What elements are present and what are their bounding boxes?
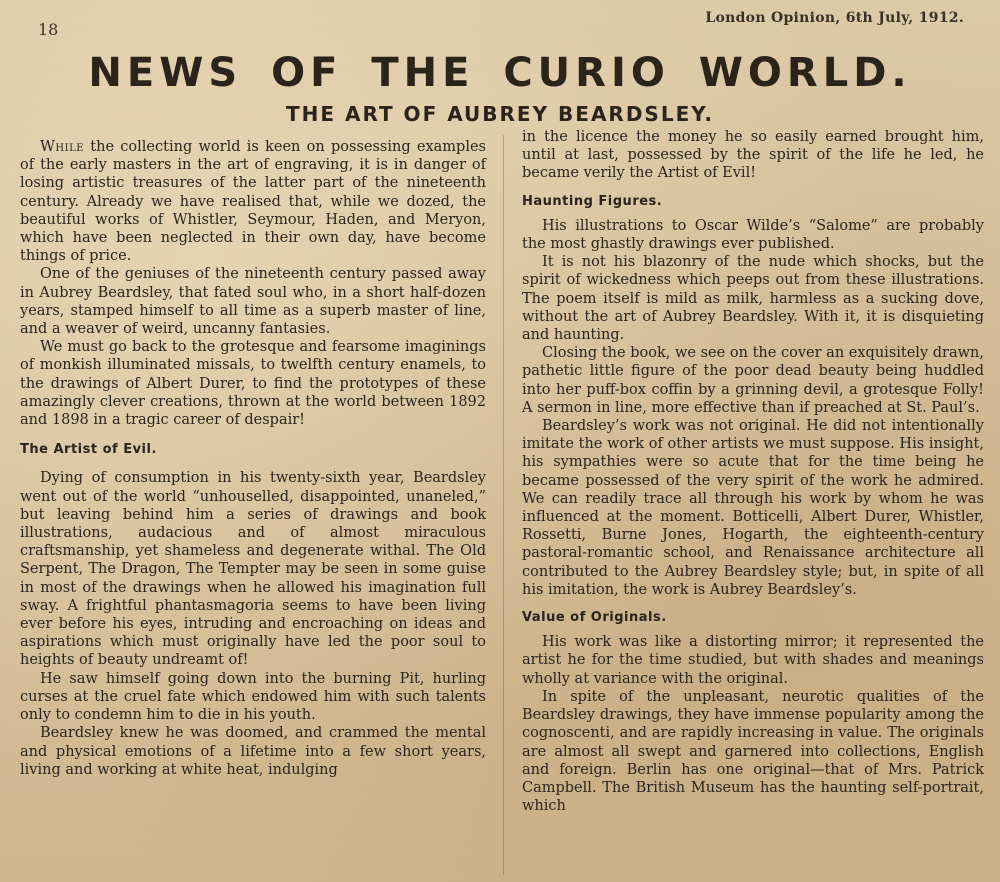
- paragraph: His work was like a distorting mirror; it represented the artist he for the time studied, but with shades and meanings wholly at variance with the original.: [522, 634, 984, 687]
- section-heading-artist-of-evil: The Artist of Evil.: [20, 442, 157, 458]
- subheadline: THE ART OF AUBREY BEARDSLEY.: [285, 102, 715, 126]
- paragraph: One of the geniuses of the nineteenth century passed away in Aubrey Beardsley, that fated soul who, in a short half-dozen years, stamped himself to all time as a superb master of line, and a weaver of weird, uncanny fantasies.: [20, 266, 486, 338]
- paragraph: We must go back to the grotesque and fearsome imaginings of monkish illuminated missals, to twelfth century enamels, to the drawings of Albert Durer, to find the prototypes of these amazingly clever creations, thrown at the world between 1892 and 1898 in a tragic career of despair!: [20, 339, 486, 429]
- headline: NEWS OF THE CURIO WORLD.: [88, 50, 912, 96]
- paragraph-continued: in the licence the money he so easily earned brought him, until at last, possessed by the spirit of the life he led, he became verily the Artist of Evil!: [522, 129, 984, 182]
- dateline: London Opinion, 6th July, 1912.: [705, 10, 964, 26]
- paragraph: Beardsley knew he was doomed, and crammed the mental and physical emotions of a lifetime into a few short years, living and working at white heat, indulging: [20, 725, 486, 778]
- paragraph: Closing the book, we see on the cover an exquisitely drawn, pathetic little figure of the poor dead beauty being huddled into her puff-box coffin by a grinning devil, a grotesque Folly! A sermon in line, more effective than if preached at St. Paul’s.: [522, 345, 984, 416]
- right-column: [522, 128, 984, 815]
- paragraph: He saw himself going down into the burning Pit, hurling curses at the cruel fate which endowed him with such talents only to condemn him to die in his youth.: [20, 670, 486, 724]
- left-column: [20, 138, 486, 779]
- column-divider: [503, 135, 504, 875]
- paragraph: In spite of the unpleasant, neurotic qualities of the Beardsley drawings, they have immense popularity among the cognoscenti, and are rapidly increasing in value. The originals are almost all swept and garnered into collections, English and foreign. Berlin has one original—that of Mrs. Patrick Campbell. The British Museum has the haunting self-portrait, which: [522, 688, 984, 815]
- paragraph: Beardsley’s work was not original. He did not intentionally imitate the work of other artists we must suppose. His insight, his sympathies were so acute that for the time being he became possessed of the very spirit of the work he admired. We can readily trace all through his work by whom he was influenced at the moment. Botticelli, Albert Durer, Whistler, Rossetti, Burne Jones, Hogarth, the eighteenth-century pastoral-romantic school, and Renaissance architecture all contributed to the Aubrey Beardsley style; but, in spite of all his imitation, the work is Aubrey Beardsley’s.: [522, 418, 984, 598]
- paragraph: Dying of consumption in his twenty-sixth year, Beardsley went out of the world “unhouselled, disappointed, unaneled,” but leaving behind him a series of drawings and book illustrations, audacious and of almost miraculous craftsmanship, yet shameless and degenerate withal. The Old Serpent, The Dragon, The Tempter may be seen in some guise in most of the drawings when he allowed his imagination full sway. A frightful phantasmagoria seems to have been living ever before his eyes, intruding and encroaching on ideas and aspirations which must originally have led the poor soul to heights of beauty undreamt of!: [20, 470, 486, 669]
- lead-word: While: [40, 139, 85, 155]
- paragraph-text: the collecting world is keen on possessing examples of the early masters in the art of engraving, it is in danger of losing artistic treasures of the latter part of the nineteenth century. Already we have realised that, while we dozed, the beautiful works of Whistler, Seymour, Haden, and Meryon, which have been neglected in their own day, have become things of price.: [20, 139, 486, 265]
- page-number: 18: [38, 20, 59, 39]
- section-heading-haunting-figures: Haunting Figures.: [522, 193, 663, 209]
- paragraph: It is not his blazonry of the nude which shocks, but the spirit of wickedness which peeps out from these illustrations. The poem itself is mild as milk, harmless as a sucking dove, without the art of Aubrey Beardsley. With it, it is disquieting and haunting.: [522, 254, 984, 344]
- paragraph: [20, 138, 486, 265]
- section-heading-value-of-originals: Value of Originals.: [522, 610, 667, 626]
- paragraph: His illustrations to Oscar Wilde’s “Salome” are probably the most ghastly drawings ever published.: [522, 217, 984, 253]
